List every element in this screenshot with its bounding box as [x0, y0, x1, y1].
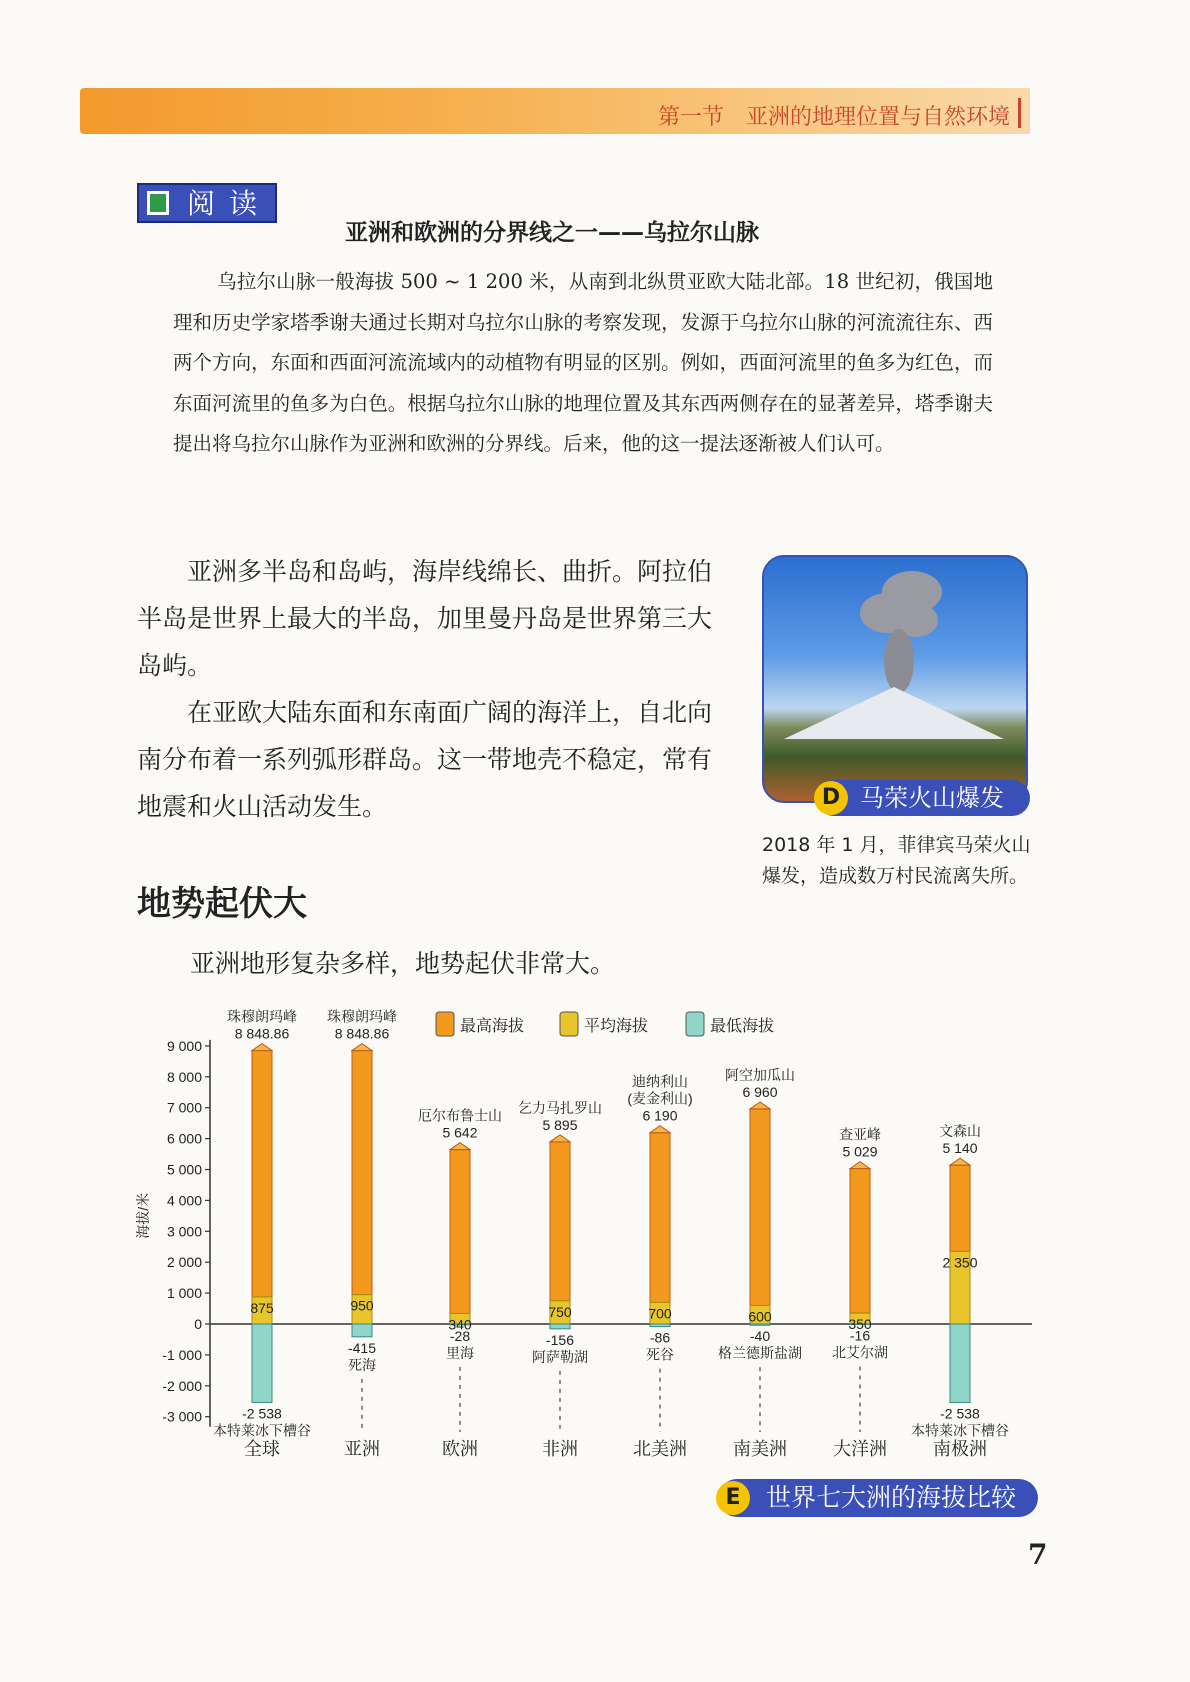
highest-peak-name: 迪纳利山: [632, 1073, 688, 1090]
reading-body-text: 乌拉尔山脉一般海拔 500 ~ 1 200 米，从南到北纵贯亚欧大陆北部。18 世纪初，俄国地理和历史学家塔季谢夫通过长期对乌拉尔山脉的考察发现，发源于乌拉尔山脉的河流流往东、西两个方向，东面和西面河流流域内的动植物有明显的区别。例如，西面河流里的鱼多为红色，而东面河流里的鱼多为白色。根据乌拉尔山脉的地理位置及其东西两侧存在的显著差异，塔季谢夫提出将乌拉尔山脉作为亚洲和欧洲的分界线。后来，他的这一提法逐渐被人们认可。: [173, 270, 993, 455]
reading-title: 亚洲和欧洲的分界线之一——乌拉尔山脉: [345, 220, 759, 246]
figure-e-caption: [718, 1479, 1038, 1517]
figure-e-title: 世界七大洲的海拔比较: [766, 1483, 1017, 1512]
lowest-place-name: 里海: [446, 1344, 474, 1361]
section-intro: 亚洲地形复杂多样，地势起伏非常大。: [190, 949, 616, 978]
average-value: 2 350: [942, 1254, 978, 1271]
lowest-bar: [550, 1324, 570, 1329]
reading-badge-label: 阅读: [187, 187, 272, 220]
highest-peak-name: (麦金利山): [627, 1090, 693, 1107]
lowest-bar: [252, 1324, 272, 1402]
x-category-label: 南极洲: [933, 1439, 987, 1459]
average-value: 350: [848, 1316, 872, 1333]
section-number: 第一节: [657, 105, 724, 130]
page-number: 7: [1028, 1538, 1048, 1571]
y-tick-label: 6 000: [166, 1130, 202, 1147]
x-category-label: 北美洲: [633, 1439, 687, 1459]
legend-label: 最低海拔: [710, 1018, 775, 1035]
paragraph: 在亚欧大陆东面和东南面广阔的海洋上，自北向南分布着一系列弧形群岛。这一带地壳不稳定，常有地震和火山活动发生。: [137, 698, 713, 821]
highest-bar: [750, 1109, 770, 1306]
lowest-value: -28: [449, 1327, 471, 1344]
average-value: 875: [250, 1299, 274, 1316]
highest-peak-name: 珠穆朗玛峰: [327, 1008, 397, 1025]
section-heading: 地势起伏大: [137, 884, 307, 924]
highest-value: 5 895: [542, 1116, 578, 1133]
y-tick-label: 0: [194, 1316, 202, 1332]
highest-bar-top: [750, 1102, 770, 1109]
x-category-label: 亚洲: [344, 1439, 380, 1459]
paragraph: 亚洲多半岛和岛屿，海岸线绵长、曲折。阿拉伯半岛是世界上最大的半岛，加里曼丹岛是世界第三大岛屿。: [137, 557, 713, 680]
lowest-value: -16: [849, 1327, 871, 1344]
lowest-value: -2 538: [242, 1405, 282, 1422]
highest-peak-name: 阿空加瓜山: [725, 1066, 795, 1083]
lowest-bar: [352, 1324, 372, 1337]
y-tick-label: 9 000: [166, 1037, 202, 1054]
highest-bar-top: [352, 1044, 372, 1051]
highest-bar: [352, 1051, 372, 1295]
highest-bar: [650, 1133, 670, 1303]
y-tick-label: 2 000: [166, 1254, 202, 1271]
legend-label: 最高海拔: [460, 1018, 525, 1035]
highest-value: 5 029: [842, 1143, 878, 1160]
lowest-bar: [650, 1324, 670, 1327]
highest-value: 8 848.86: [334, 1025, 390, 1042]
y-tick-label: -2 000: [162, 1377, 202, 1394]
highest-bar-top: [950, 1158, 970, 1165]
y-tick-label: 5 000: [166, 1161, 202, 1178]
average-value: 600: [748, 1308, 772, 1325]
lowest-value: -156: [545, 1331, 575, 1348]
highest-bar: [950, 1165, 970, 1251]
highest-peak-name: 珠穆朗玛峰: [227, 1008, 297, 1025]
y-tick-label: 1 000: [166, 1285, 202, 1302]
lowest-value: -40: [749, 1328, 771, 1345]
highest-peak-name: 查亚峰: [839, 1126, 881, 1143]
average-value: 750: [548, 1303, 572, 1320]
legend-swatch: [560, 1012, 578, 1036]
figure-e-letter: E: [716, 1481, 750, 1515]
highest-peak-name: 乞力马扎罗山: [518, 1099, 602, 1116]
highest-bar: [450, 1150, 470, 1314]
y-tick-label: 7 000: [166, 1099, 202, 1116]
figure-d-letter: D: [814, 781, 848, 815]
average-value: 340: [448, 1316, 472, 1333]
highest-peak-name: 文森山: [939, 1123, 981, 1140]
lowest-place-name: 本特莱冰下槽谷: [213, 1422, 311, 1439]
lowest-bar: [950, 1324, 970, 1402]
x-category-label: 南美洲: [733, 1439, 787, 1459]
highest-bar-top: [252, 1044, 272, 1051]
legend-swatch: [686, 1012, 704, 1036]
highest-value: 5 140: [942, 1140, 978, 1157]
lowest-place-name: 死海: [348, 1356, 376, 1373]
highest-bar: [252, 1051, 272, 1297]
highest-bar-top: [850, 1162, 870, 1169]
y-tick-label: -3 000: [162, 1408, 202, 1425]
highest-bar-top: [550, 1135, 570, 1142]
lowest-value: -86: [649, 1329, 671, 1346]
lowest-value: -2 538: [940, 1405, 980, 1422]
x-category-label: 大洋洲: [833, 1439, 887, 1459]
y-tick-label: 4 000: [166, 1192, 202, 1209]
lowest-place-name: 阿萨勒湖: [532, 1348, 588, 1365]
y-tick-label: 3 000: [166, 1223, 202, 1240]
y-axis-label: 海拔/米: [135, 1192, 151, 1239]
highest-bar: [550, 1142, 570, 1301]
lowest-value: -415: [347, 1339, 377, 1356]
lowest-place-name: 北艾尔湖: [832, 1344, 888, 1361]
highest-bar-top: [450, 1143, 470, 1150]
lowest-place-name: 格兰德斯盐湖: [718, 1345, 802, 1362]
highest-bar-top: [650, 1126, 670, 1133]
x-category-label: 欧洲: [442, 1439, 478, 1459]
y-tick-label: -1 000: [162, 1346, 202, 1363]
lowest-place-name: 本特莱冰下槽谷: [911, 1422, 1009, 1439]
highest-bar: [850, 1169, 870, 1314]
legend-swatch: [436, 1012, 454, 1036]
highest-value: 6 190: [642, 1107, 678, 1124]
x-category-label: 全球: [244, 1439, 280, 1459]
section-title: 亚洲的地理位置与自然环境: [745, 105, 1010, 130]
figure-d-description: 2018 年 1 月，菲律宾马荣火山爆发，造成数万村民流离失所。: [762, 834, 1031, 887]
highest-value: 5 642: [442, 1124, 478, 1141]
average-value: 950: [350, 1297, 374, 1314]
figure-d-title: 马荣火山爆发: [860, 784, 1004, 812]
x-category-label: 非洲: [542, 1439, 578, 1459]
average-value: 700: [648, 1305, 672, 1322]
highest-value: 8 848.86: [234, 1025, 290, 1042]
highest-value: 6 960: [742, 1083, 778, 1100]
highest-peak-name: 厄尔布鲁士山: [418, 1107, 502, 1124]
lowest-place-name: 死谷: [646, 1346, 674, 1363]
legend-label: 平均海拔: [584, 1018, 649, 1035]
y-tick-label: 8 000: [166, 1068, 202, 1085]
